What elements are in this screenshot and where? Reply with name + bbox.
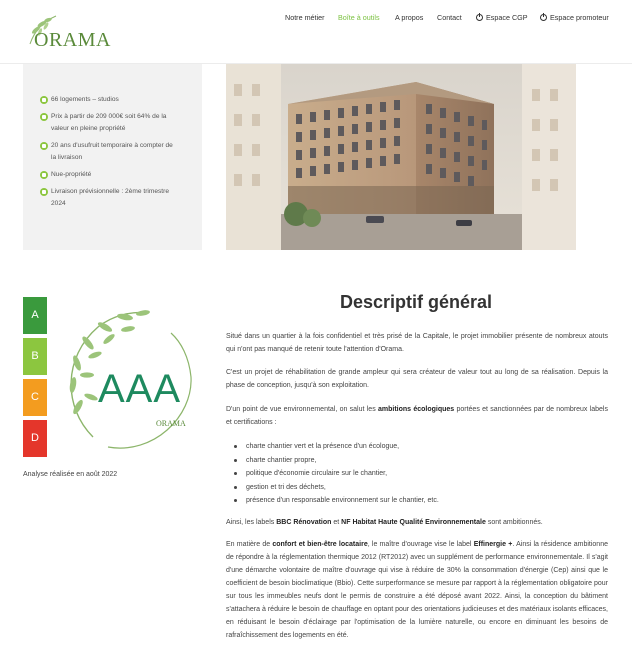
feature-item — [51, 94, 173, 106]
power-icon — [476, 14, 483, 21]
list-item: charte chantier vert et la présence d'un écologue, — [232, 440, 592, 454]
calendar-icon — [40, 142, 48, 150]
nav-item-notre-metier[interactable]: Notre métier — [285, 13, 325, 22]
building-icon — [40, 96, 48, 104]
nav-item-a-propos[interactable]: A propos — [395, 13, 424, 22]
energy-grade-d: D — [23, 420, 47, 457]
site-header — [0, 0, 632, 64]
nav-item-espace-cgp[interactable] — [476, 13, 528, 22]
energy-logo-text: ORAMA — [156, 419, 186, 428]
feature-item — [51, 111, 173, 134]
energy-grade-b: B — [23, 338, 47, 375]
nav-item-espace-promoteur[interactable] — [540, 13, 609, 22]
truck-icon — [40, 188, 48, 196]
section-title: Descriptif général — [339, 292, 493, 312]
intro-paragraph: Situé dans un quartier à la fois confidentiel et très prisé de la Capitale, le projet immobilier présente de nombreux atouts qui n'ont pas manqué de retenir toute l'attention d'Orama. — [226, 333, 608, 353]
feature-text: 66 logements – studios — [51, 96, 119, 103]
nav-label-espace-promoteur: Espace promoteur — [550, 13, 609, 22]
program-features-panel — [23, 64, 202, 250]
analysis-date-note: Analyse réalisée en août 2022 — [23, 471, 118, 478]
feature-text: Prix à partir de 209 000€ soit 64% de la valeur en pleine propriété — [51, 113, 167, 132]
project-paragraph: C'est un projet de réhabilitation de grande ampleur qui sera créateur de valeur tout au long de sa réalisation. Depuis la phase de conception, jusqu'à son exploitation. — [226, 369, 608, 389]
labels-paragraph: Ainsi, les labels BBC Rénovation et NF Habitat Haute Qualité Environnementale sont ambitionnés. — [226, 519, 543, 526]
certifications-list — [232, 440, 592, 508]
feature-item — [51, 140, 173, 163]
feature-item — [51, 186, 173, 209]
price-tag-icon — [40, 113, 48, 121]
main-nav — [285, 13, 618, 25]
feature-text: Livraison prévisionnelle : 2ème trimestre 2024 — [51, 188, 170, 207]
power-icon — [540, 14, 547, 21]
energy-grade-c: C — [23, 379, 47, 416]
environment-paragraph: D'un point de vue environnemental, on salut les ambitions écologiques portées et sanctionnées par de nombreux labels et certifications : — [226, 406, 608, 426]
list-item: politique d'économie circulaire sur le chantier, — [232, 467, 592, 481]
energy-grade-a: A — [23, 297, 47, 334]
energy-rating-label: AAA — [98, 367, 182, 411]
key-icon — [40, 171, 48, 179]
list-item: gestion et tri des déchets, — [232, 481, 592, 495]
comfort-paragraph: En matière de confort et bien-être locataire, le maître d'ouvrage vise le label Effinergie +. Ainsi la résidence ambitionne de répondre à la réglementation thermique 2012 (RT2012) avec un supplément de performance environnementale. Il s'agit d'une démarche volontaire de maître d'ouvrage qui vise à réduire de 30% la consommation d'énergie (Cep) ainsi que le coefficient de besoin bioclimatique (Bbio). Cette surperformance se mesure par rapport à la réglementation obligatoire pour sur tous les immeubles neufs dont le permis de construire a été déposé avant 2022. Ainsi, la conception du bâtiment s'attachera à réduire le besoin de chauffage en optant pour des orientations judicieuses et des matériaux isolants efficaces, en réduisant le besoin d'éclairage par l'optimisation de la lumière naturelle, ou encore en diminuant les besoins de rafraîchissement des logements en été. — [226, 541, 608, 639]
feature-text: Nue-propriété — [51, 171, 92, 178]
list-item: charte chantier propre, — [232, 454, 592, 468]
building-rendering-image — [226, 64, 576, 250]
energy-rating-graphic — [23, 297, 203, 467]
feature-text: 20 ans d'usufruit temporaire à compter de la livraison — [51, 142, 173, 161]
orama-logo[interactable] — [22, 10, 112, 50]
feature-item — [51, 169, 173, 181]
nav-item-contact[interactable]: Contact — [437, 13, 462, 22]
nav-label-espace-cgp: Espace CGP — [486, 13, 528, 22]
nav-item-boite-a-outils[interactable]: Boîte à outils — [338, 13, 380, 22]
list-item: présence d'un responsable environnement sur le chantier, etc. — [232, 494, 592, 508]
brand-name: ORAMA — [34, 29, 111, 51]
